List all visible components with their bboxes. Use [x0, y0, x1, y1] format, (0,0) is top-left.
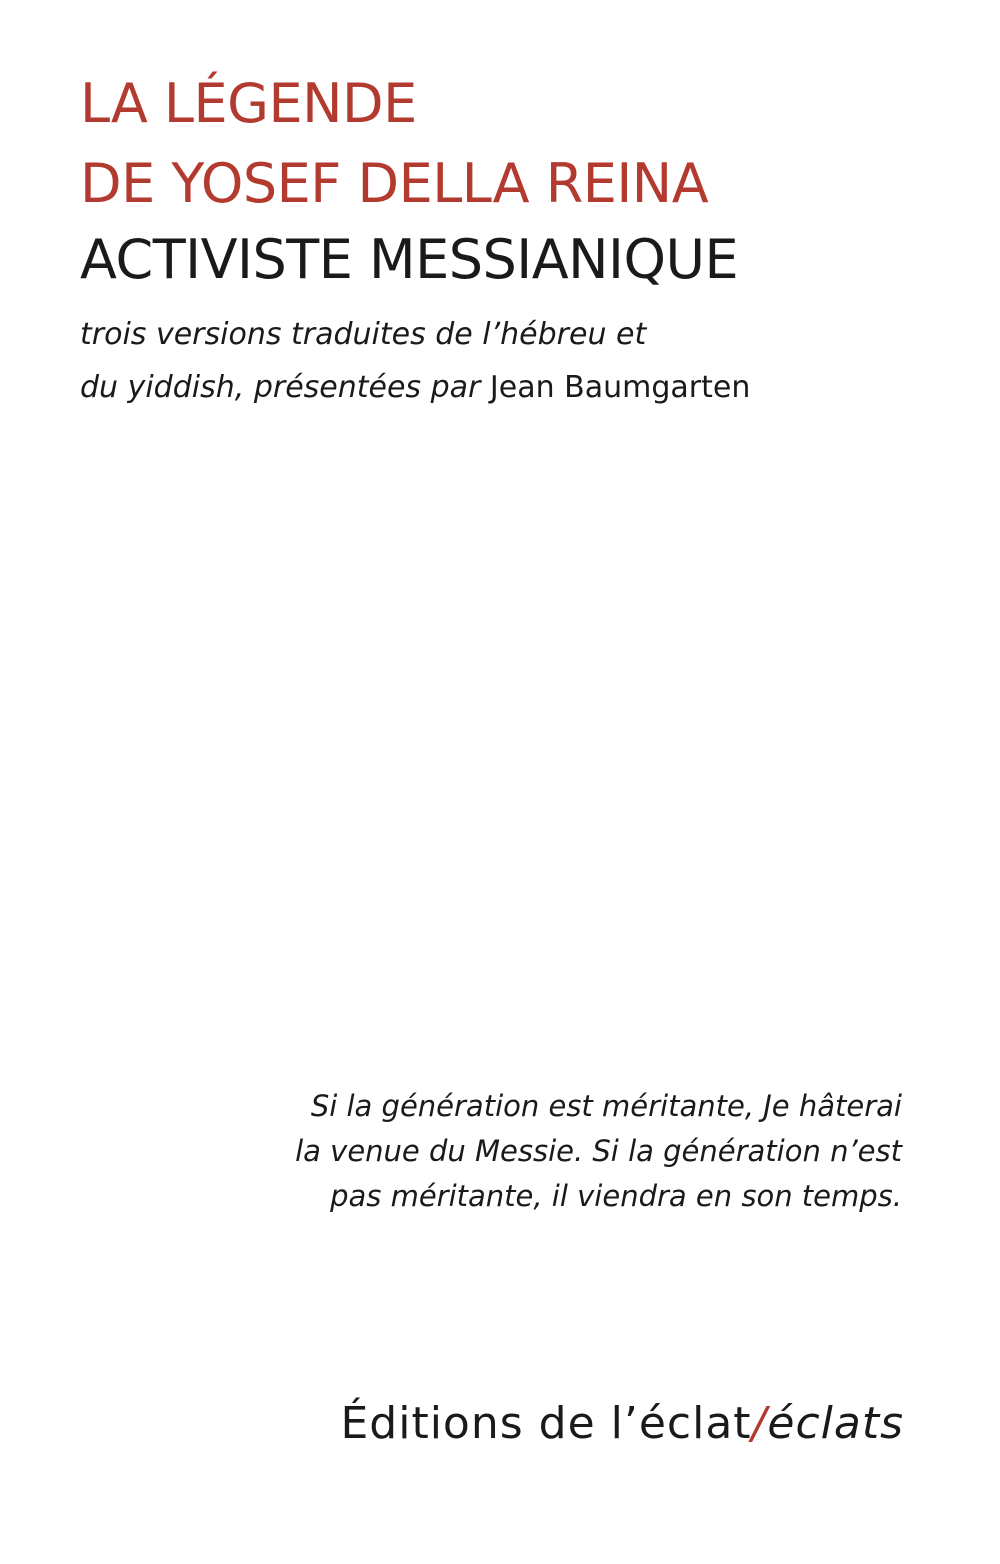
- title-line-2: DE YOSEF DELLA REINA: [80, 152, 709, 215]
- description: [80, 308, 750, 414]
- publisher-name: Éditions de l’éclat: [340, 1398, 752, 1449]
- description-line-1: trois versions traduites de l’hébreu et: [80, 317, 647, 352]
- epigraph-line-3: pas méritante, il viendra en son temps.: [330, 1179, 902, 1213]
- collection-name: éclats: [767, 1398, 904, 1449]
- author-name: Jean Baumgarten: [489, 370, 751, 405]
- publisher-separator: /: [751, 1398, 768, 1449]
- epigraph-line-1: Si la génération est méritante, Je hâterai: [310, 1089, 902, 1123]
- epigraph: [182, 1084, 902, 1219]
- publisher-imprint: [341, 1398, 905, 1449]
- epigraph-line-2: la venue du Messie. Si la génération n’est: [295, 1134, 902, 1168]
- description-line-2: du yiddish, présentées par: [80, 370, 481, 405]
- subtitle: ACTIVISTE MESSIANIQUE: [80, 228, 739, 291]
- title-line-1: LA LÉGENDE: [80, 72, 417, 135]
